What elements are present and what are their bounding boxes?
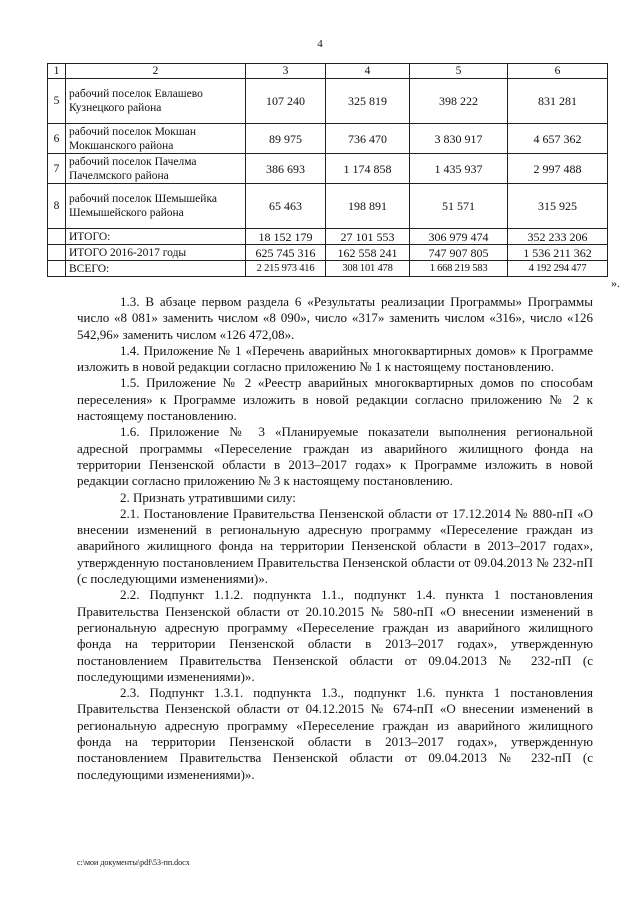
row-number: 5	[48, 79, 66, 124]
document-body	[77, 294, 593, 783]
paragraph-1-3: 1.3. В абзаце первом раздела 6 «Результаты реализации Программы» Программы число «8 081» заменить числом «8 090», число «317» заменить числом «316», число «126 542,96» заменить числом «126 472,08».	[77, 294, 593, 342]
empty-cell	[48, 245, 66, 261]
total-value: 162 558 241	[326, 245, 410, 261]
total-label: ВСЕГО:	[66, 261, 246, 277]
value-cell: 831 281	[508, 79, 608, 124]
value-cell: 51 571	[410, 184, 508, 229]
table-closing-mark: ».	[611, 276, 620, 290]
table-row	[48, 154, 608, 184]
settlement-name: рабочий поселок Пачелма Пачелмского района	[66, 154, 246, 184]
value-cell: 65 463	[246, 184, 326, 229]
total-value: 1 668 219 583	[410, 261, 508, 277]
footer-file-path: c:\мои документы\pdf\53-пп.docx	[77, 858, 190, 867]
value-cell: 198 891	[326, 184, 410, 229]
value-cell: 325 819	[326, 79, 410, 124]
value-cell: 398 222	[410, 79, 508, 124]
paragraph-1-5: 1.5. Приложение № 2 «Реестр аварийных многоквартирных домов по способам переселения» к Программе изложить в новой редакции согласно приложению № 2 к настоящему постановлению.	[77, 375, 593, 424]
total-label: ИТОГО 2016-2017 годы	[66, 245, 246, 261]
value-cell: 315 925	[508, 184, 608, 229]
paragraph-1-6: 1.6. Приложение № 3 «Планируемые показатели выполнения региональной адресной программы «Переселение граждан из аварийного жилищного фонда на территории Пензенской области в 2013–2017 годах» к Программе изложить в новой редакции согласно приложению № 3 к настоящему постановлению.	[77, 424, 593, 489]
value-cell: 4 657 362	[508, 124, 608, 154]
row-number: 7	[48, 154, 66, 184]
row-number: 8	[48, 184, 66, 229]
header-cell: 2	[66, 64, 246, 79]
value-cell: 386 693	[246, 154, 326, 184]
table-row	[48, 79, 608, 124]
empty-cell	[48, 261, 66, 277]
value-cell: 1 174 858	[326, 154, 410, 184]
table-row	[48, 184, 608, 229]
total-value: 625 745 316	[246, 245, 326, 261]
empty-cell	[48, 229, 66, 245]
value-cell: 1 435 937	[410, 154, 508, 184]
table-row	[48, 124, 608, 154]
value-cell: 107 240	[246, 79, 326, 124]
total-value: 747 907 805	[410, 245, 508, 261]
grand-total-row	[48, 261, 608, 277]
value-cell: 3 830 917	[410, 124, 508, 154]
settlement-name: рабочий поселок Шемышейка Шемышейского района	[66, 184, 246, 229]
header-cell: 4	[326, 64, 410, 79]
total-value: 4 192 294 477	[508, 261, 608, 277]
total-row	[48, 245, 608, 261]
settlement-name: рабочий поселок Евлашево Кузнецкого района	[66, 79, 246, 124]
page-number: 4	[317, 38, 323, 50]
paragraph-2: 2. Признать утратившими силу:	[120, 489, 296, 505]
total-value: 1 536 211 362	[508, 245, 608, 261]
total-value: 2 215 973 416	[246, 261, 326, 277]
paragraph-2-3: 2.3. Подпункт 1.3.1. подпункта 1.3., подпункт 1.6. пункта 1 постановления Правительства Пензенской области от 04.12.2015 № 674-пП «О внесении изменений в региональную адресную программу «Переселение граждан из аварийного жилищного фонда на территории Пензенской области в 2013–2017 годах», утвержденную постановлением Правительства Пензенской области от 09.04.2013 № 232-пП (с последующими изменениями)».	[77, 685, 593, 782]
value-cell: 89 975	[246, 124, 326, 154]
header-cell: 3	[246, 64, 326, 79]
value-cell: 736 470	[326, 124, 410, 154]
paragraph-1-4: 1.4. Приложение № 1 «Перечень аварийных многоквартирных домов» к Программе изложить в новой редакции согласно приложению № 1 к настоящему постановлению.	[77, 342, 593, 375]
header-cell: 6	[508, 64, 608, 79]
total-label: ИТОГО:	[66, 229, 246, 245]
paragraph-2-1: 2.1. Постановление Правительства Пензенской области от 17.12.2014 № 880-пП «О внесении изменений в региональную адресную программу «Переселение граждан из аварийного жилищного фонда на территории Пензенской области в 2013–2017 годах», утвержденную постановлением Правительства Пензенской области от 09.04.2013 № 232-пП (с последующими изменениями)».	[77, 505, 593, 587]
total-row	[48, 229, 608, 245]
header-cell: 5	[410, 64, 508, 79]
total-value: 308 101 478	[326, 261, 410, 277]
total-value: 306 979 474	[410, 229, 508, 245]
settlement-name: рабочий поселок Мокшан Мокшанского района	[66, 124, 246, 154]
total-value: 352 233 206	[508, 229, 608, 245]
total-value: 27 101 553	[326, 229, 410, 245]
header-cell: 1	[48, 64, 66, 79]
total-value: 18 152 179	[246, 229, 326, 245]
data-table	[47, 63, 608, 277]
value-cell: 2 997 488	[508, 154, 608, 184]
row-number: 6	[48, 124, 66, 154]
paragraph-2-2: 2.2. Подпункт 1.1.2. подпункта 1.1., подпункт 1.4. пункта 1 постановления Правительства Пензенской области от 20.10.2015 № 580-пП «О внесении изменений в региональную адресную программу «Переселение граждан из аварийного жилищного фонда на территории Пензенской области в 2013–2017 годах», утвержденную постановлением Правительства Пензенской области от 09.04.2013 № 232-пП (с последующими изменениями)».	[77, 587, 593, 684]
table-header-row	[48, 64, 608, 79]
